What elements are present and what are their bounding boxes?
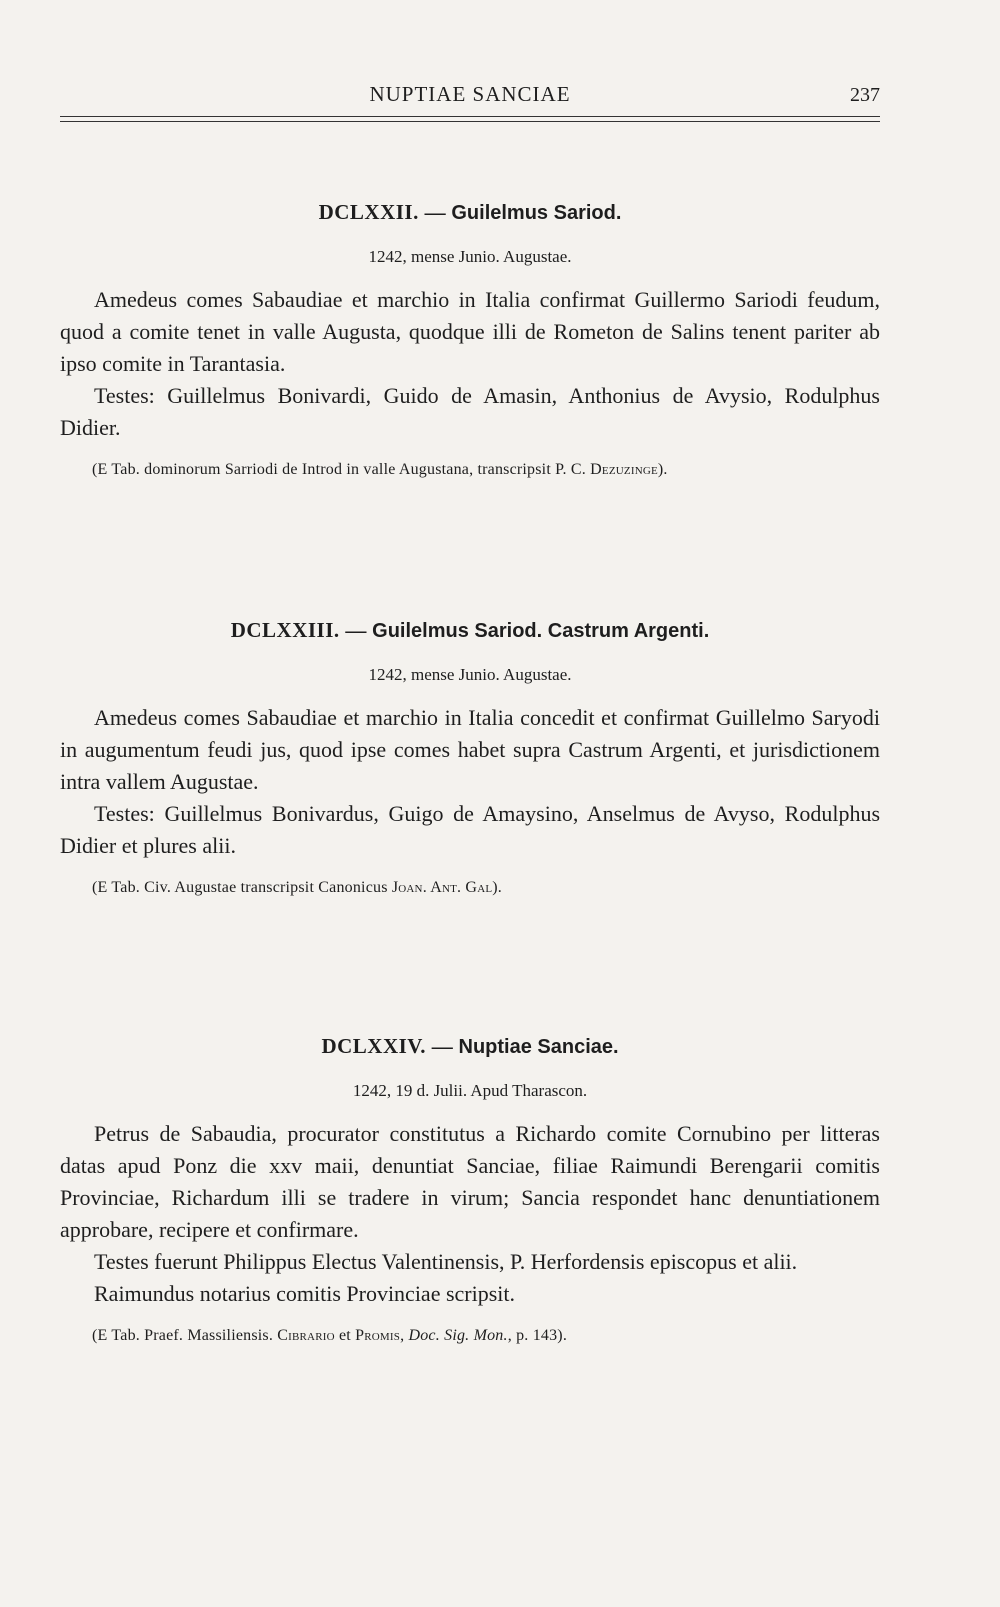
page-number: 237	[850, 84, 880, 106]
entry-paragraph: Amedeus comes Sabaudiae et marchio in Italia confirmat Guillermo Sariodi feudum, quod a comite tenet in valle Augusta, quodque illi de Rometon de Salins tenent pariter ab ipso comite in Tarantasia.	[60, 287, 880, 376]
entry-number: DCLXXIII. —	[230, 618, 367, 642]
entry-source	[60, 458, 880, 482]
header-rule-thin	[60, 121, 880, 122]
source-end: ).	[492, 879, 502, 896]
entry-date: 1242, mense Junio. Augustae.	[368, 665, 572, 684]
entry-witnesses: Testes: Guillelmus Bonivardus, Guigo de Amaysino, Anselmus de Avyso, Rodulphus Didier et plures alii.	[60, 801, 880, 858]
entry-title: Guilelmus Sariod. Castrum Argenti.	[372, 620, 710, 642]
source-reference: Doc. Sig. Mon.	[408, 1327, 508, 1344]
source-name-cibrario: Cibrario	[277, 1327, 335, 1344]
entry-date: 1242, mense Junio. Augustae.	[368, 247, 572, 266]
source-name: Joan. Ant. Gal	[391, 879, 493, 896]
running-title: NUPTIAE SANCIAE	[369, 82, 571, 106]
entry-heading	[60, 1030, 880, 1062]
header-rule	[60, 116, 880, 117]
source-text: (E Tab. Civ. Augustae transcripsit Canonicus	[92, 879, 388, 896]
entry-paragraph: Amedeus comes Sabaudiae et marchio in Italia concedit et confirmat Guillelmo Saryodi in augumentum feudi jus, quod ipse comes habet supra Castrum Argenti, et jurisdictionem intra vallem Augustae.	[60, 705, 880, 794]
source-name: Dezuzinge	[590, 461, 658, 478]
source-end: ).	[657, 461, 668, 478]
entry-paragraph: Petrus de Sabaudia, procurator constitutus a Richardo comite Cornubino per litteras datas apud Ponz die xxv maii, denuntiat Sanciae, filiae Raimundi Berengarii comitis Provinciae, Richardum illi se tradere in virum; Sancia respondet hanc denuntiationem approbare, recipere et confirmare.	[60, 1121, 880, 1242]
entry-heading	[60, 196, 880, 228]
entry-witnesses: Testes fuerunt Philippus Electus Valentinensis, P. Herfordensis episcopus et alii.	[94, 1249, 798, 1274]
running-head	[60, 80, 880, 110]
entry-source	[60, 876, 880, 900]
book-page	[60, 0, 880, 1607]
source-end: p. 143).	[516, 1327, 568, 1344]
source-conjunction: et	[338, 1327, 351, 1344]
entry-dclxxiii	[60, 614, 880, 900]
entry-heading	[60, 614, 880, 646]
entry-dclxxiv	[60, 1030, 880, 1348]
entry-title: Nuptiae Sanciae.	[458, 1036, 619, 1058]
entry-title: Guilelmus Sariod.	[451, 202, 622, 224]
source-text: (E Tab. dominorum Sarriodi de Introd in valle Augustana, transcripsit P. C.	[92, 461, 586, 478]
source-text: (E Tab. Praef. Massiliensis.	[92, 1327, 274, 1344]
source-name-promis: Promis	[355, 1327, 401, 1344]
entry-number: DCLXXII. —	[318, 200, 447, 224]
entry-scribe: Raimundus notarius comitis Provinciae scripsit.	[94, 1281, 516, 1306]
entry-witnesses: Testes: Guillelmus Bonivardi, Guido de Amasin, Anthonius de Avysio, Rodulphus Didier.	[60, 383, 880, 440]
entry-date: 1242, 19 d. Julii. Apud Tharascon.	[352, 1081, 588, 1100]
entry-dclxxii	[60, 196, 880, 482]
entry-number: DCLXXIV. —	[321, 1034, 454, 1058]
entry-source: (E Tab. Praef. Massiliensis. Cibrario et Promis, Doc. Sig. Mon., p. 143).	[92, 1327, 568, 1344]
